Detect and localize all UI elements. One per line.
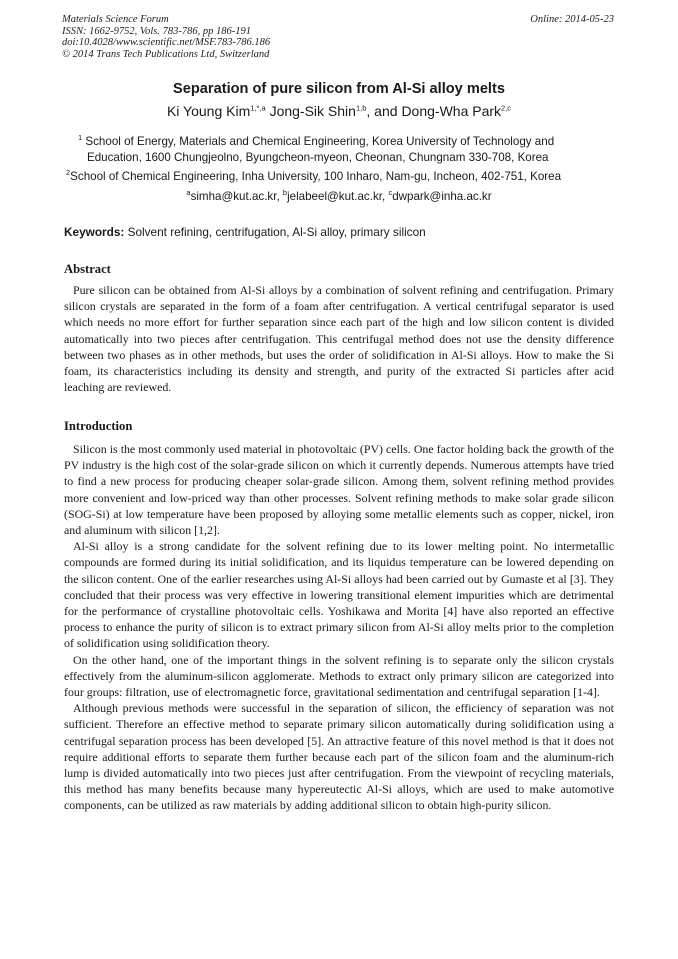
- introduction-paragraph: Although previous methods were successful in the separation of silicon, the efficiency of separation was not sufficient. Therefore an effective method to separate primary silicon automatically during solidification using a centrifugal separation process has been developed [5]. An attractive feature of this novel method is that it does not require additional efforts to separate them further because each part of the silicon foam and the aluminum-rich lump is divided automatically into two pieces just after centrifugation. From the viewpoint of recycling materials, this method has many benefits because many hypereutectic Al-Si alloys, which are used to make automotive components, can be utilized as raw materials by adding additional silicon to obtain high-purity silicon.: [64, 701, 614, 813]
- author-affiliation-mark: 1,*,a: [250, 103, 266, 113]
- copyright-line: © 2014 Trans Tech Publications Ltd, Switzerland: [62, 48, 270, 60]
- email-link[interactable]: dwpark@inha.ac.kr: [392, 190, 492, 203]
- author-conjunction: , and: [366, 103, 402, 119]
- introduction-body: [64, 441, 614, 814]
- introduction-paragraph: Al-Si alloy is a strong candidate for the solvent refining due to its lower melting point. No intermetallic compounds are formed during its initial solidification, and its liquidus temperature can be lowered depending on the silicon content. One of the earlier researches using Al-Si alloys had been carried out by Gumaste et al [3]. They concluded that their process was very effective in lowering transitional element impurities which are detrimental for the performance of crystalline photovoltaic cells. Yoshikawa and Morita [4] have also reported an effective process to enhance the purity of silicon is to extract primary silicon from Al-Si alloy melts prior to the completion of solidification using solidification theory.: [64, 539, 614, 651]
- journal-name: Materials Science Forum: [62, 14, 169, 25]
- affiliation-text: School of Chemical Engineering, Inha University, 100 Inharo, Nam-gu, Incheon, 402-751, Korea: [70, 170, 562, 183]
- abstract-paragraph: Pure silicon can be obtained from Al-Si alloys by a combination of solvent refining and centrifugation. Primary silicon crystals are separated in the form of a foam after centrifugation. A vertical centrifugal separator is used which needs no more effort for further separation since each part of the high and low silicon content is divided automatically into two pieces after centrifugation. This centrifugal method does not use the density difference between two phases as in other methods, but uses the order of solidification in Al-Si alloys. How to make the Si foam, its characteristics including its density and strength, and purity of the extracted Si particles after acid leaching are reviewed.: [64, 283, 614, 395]
- affiliation-2: [66, 169, 626, 185]
- abstract-heading: Abstract: [64, 262, 111, 276]
- affiliation-text: Education, 1600 Chungjeolno, Byungcheon-myeon, Cheonan, Chungnam 330-708, Korea: [87, 151, 549, 164]
- introduction-paragraph: On the other hand, one of the important things in the solvent refining is to separate only the silicon crystals effectively from the aluminum-silicon agglomerate. Methods to extract only primary silicon are categorized into four groups: filtration, use of electromagnetic force, gravitational sedimentation and centrifugal separation [1-4].: [64, 652, 614, 700]
- affiliation-number: 2: [66, 168, 71, 178]
- email-mark: a: [186, 188, 191, 198]
- introduction-paragraph: Silicon is the most commonly used material in photovoltaic (PV) cells. One factor holding back the growth of the PV industry is the high cost of the solar-grade silicon on which it currently depends. Numerous attempts have tried to find a new process for producing cheaper solar-grade silicon. Among them, solvent refining method provides more convenient and low-priced way than other processes. Solvent refining methods to make solar grade silicon (SOG-Si) at low temperature have been proposed by alloying some metallic elements such as copper, nickel, iron and aluminum with silicon [1,2].: [64, 442, 614, 538]
- email-link[interactable]: jelabeel@kut.ac.kr: [287, 190, 382, 203]
- email-mark: c: [388, 188, 393, 198]
- journal-header: [62, 14, 270, 60]
- doi-line: doi:10.4028/www.scientific.net/MSF.783-786.186: [62, 37, 271, 49]
- affiliation-text: School of Energy, Materials and Chemical Engineering, Korea University of Technology and: [85, 135, 555, 148]
- author-name: Ki Young Kim: [166, 103, 251, 119]
- keywords-line: [64, 225, 426, 239]
- paper-title: Separation of pure silicon from Al-Si alloy melts: [173, 81, 505, 97]
- online-date: Online: 2014-05-23: [530, 14, 614, 25]
- author-affiliation-mark: 2,c: [501, 103, 512, 113]
- author-affiliation-mark: 1,b: [355, 103, 367, 113]
- introduction-heading: Introduction: [64, 419, 133, 433]
- keywords-label: Keywords:: [64, 225, 125, 239]
- affiliation-1: [78, 134, 618, 166]
- author-name: Jong-Sik Shin: [269, 103, 356, 119]
- affiliation-number: 1: [78, 133, 83, 143]
- email-link[interactable]: simha@kut.ac.kr: [190, 190, 277, 203]
- issn-line: ISSN: 1662-9752, Vols. 783-786, pp 186-191: [62, 25, 251, 37]
- abstract-body: [64, 282, 614, 395]
- author-list: [0, 103, 678, 119]
- keywords-text: Solvent refining, centrifugation, Al-Si alloy, primary silicon: [127, 225, 426, 239]
- email-list: $^a$simha@kut.ac.kr, $^b$jelabeel@kut.ac.kr, $^c$dwpark@inha.ac.kr: [186, 188, 492, 203]
- email-mark: b: [282, 188, 288, 198]
- author-name: Dong-Wha Park: [401, 103, 502, 119]
